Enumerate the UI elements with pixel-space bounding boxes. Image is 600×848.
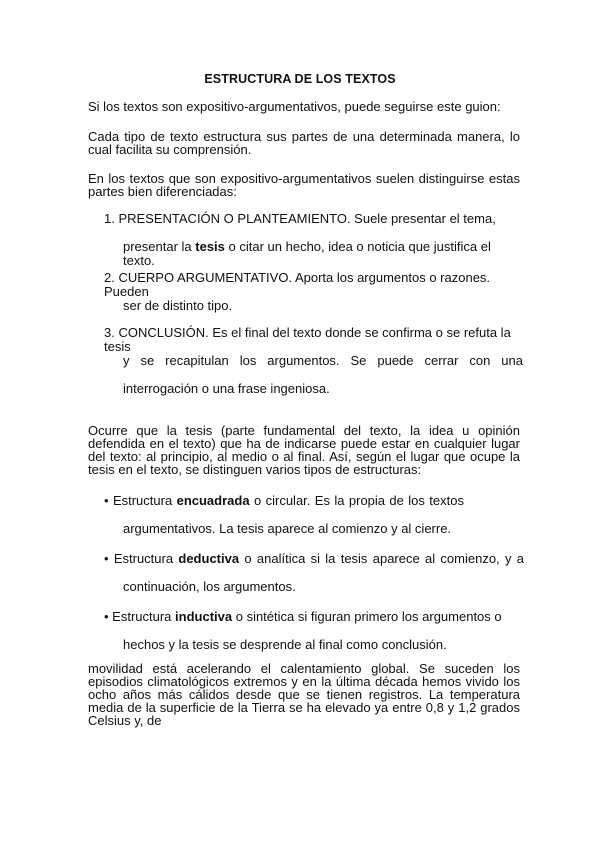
list-item-presentation-continuation [123,240,523,268]
list-item-conclusion: 3. CONCLUSIÓN. Es el final del texto donde se confirma o se refuta la tesis [104,325,511,354]
bullet-inductiva [104,610,524,624]
keyword-tesis: tesis [195,239,225,254]
bullet-deductiva [104,552,524,566]
text-fragment: presentar la [123,239,196,254]
list-item-presentation: 1. PRESENTACIÓN O PLANTEAMIENTO. Suele presentar el tema, [104,211,496,226]
list-item-body-continuation: ser de distinto tipo. [123,298,233,313]
text-fragment: o circular. Es la propia de los textos [249,493,464,508]
bullet-encuadrada-continuation: argumentativos. La tesis aparece al comienzo y al cierre. [123,521,452,536]
page-title: ESTRUCTURA DE LOS TEXTOS [204,72,396,86]
text-fragment: • Estructura [104,551,179,566]
intro-paragraph: Si los textos son expositivo-argumentativos, puede seguirse este guion: [88,99,501,114]
paragraph-climate: movilidad está acelerando el calentamiento global. Se suceden los episodios climatológicos extremos y en la última década hemos vivido los ocho años más cálidos desde que se tienen registros. La temperatura media de la superficie de la Tierra se ha elevado ya entre 0,8 y 1,2 grados Celsius y, de [88,661,520,728]
paragraph-thesis: Ocurre que la tesis (parte fundamental del texto, la idea u opinión defendida en el texto) que ha de indicarse puede estar en cualquier lugar del texto: al principio, al medio o al final. Así, según el lugar que ocupe la tesis en el texto, se distinguen varios tipos de estructuras: [88,423,520,477]
paragraph-parts: En los textos que son expositivo-argumentativos suelen distinguirse estas partes bien diferenciadas: [88,171,520,199]
text-fragment: o analítica si la tesis aparece al comienzo, y a [239,551,524,566]
paragraph-structure: Cada tipo de texto estructura sus partes de una determinada manera, lo cual facilita su comprensión. [88,129,520,157]
keyword-inductiva: inductiva [175,609,233,624]
keyword-deductiva: deductiva [178,551,240,566]
bullet-inductiva-continuation: hechos y la tesis se desprende al final como conclusión. [123,637,447,652]
text-fragment: o sintética si figuran primero los argumentos o [232,609,502,624]
list-item-body: 2. CUERPO ARGUMENTATIVO. Aporta los argumentos o razones. Pueden [104,270,491,299]
text-fragment: • Estructura [104,493,177,508]
list-item-conclusion-continuation-1: y se recapitulan los argumentos. Se puede cerrar con una [123,353,523,368]
text-fragment: o citar un hecho, idea o noticia que justifica el texto. [123,239,491,268]
list-item-conclusion-continuation-2: interrogación o una frase ingeniosa. [123,381,330,396]
keyword-encuadrada: encuadrada [176,493,250,508]
bullet-encuadrada [104,494,464,508]
bullet-deductiva-continuation: continuación, los argumentos. [123,579,296,594]
text-fragment: • Estructura [104,609,176,624]
